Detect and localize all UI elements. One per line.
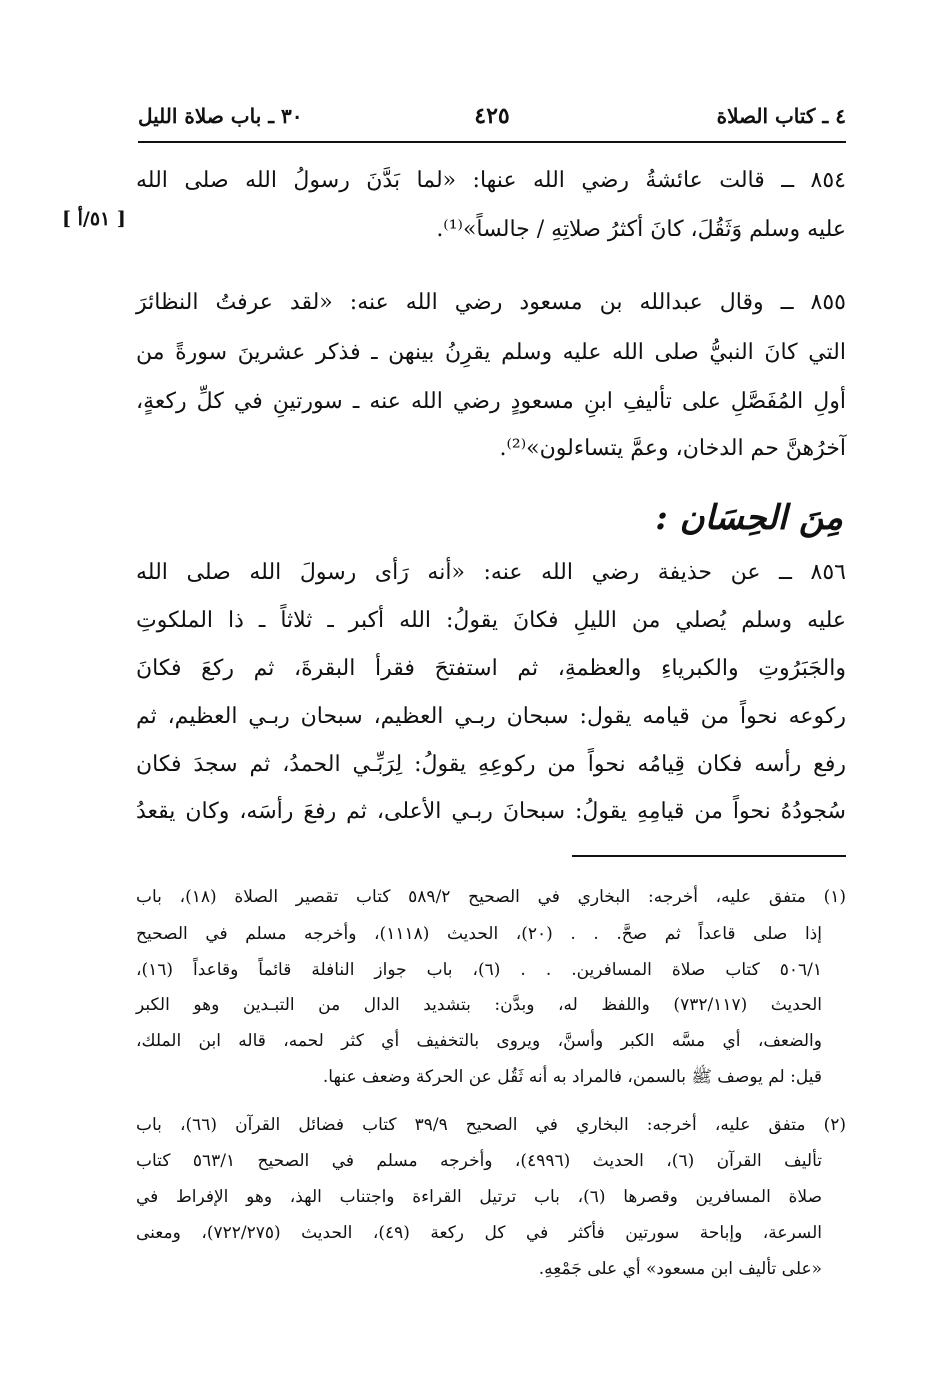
hadith-856-line-4: ركوعه نحواً من قيامه يقول: سبحان ربـي العظيم، سبحان ربـي العظيم، ثم [136, 704, 846, 729]
hadith-856-line-1: ٨٥٦ ــ عن حذيفة رضي الله عنه: «أنه رَأى رسولَ الله صلى الله [136, 560, 846, 585]
footnote-1-line-4: الحديث (٧٣٢/١١٧) واللفظ له، وبدَّن: بتشديد الدال من التبـدين وهو الكبر [136, 995, 822, 1015]
manuscript-folio-reference: [ ٥١/أ ] [62, 208, 126, 230]
hadith-856-line-5: رفع رأسه فكان قِيامُه نحواً من ركوعِهِ يقولُ: لِرَبِّـي الحمدُ، ثم سجدَ فكان [136, 752, 846, 777]
hadith-854-line-1: ٨٥٤ ــ قالت عائشةُ رضي الله عنها: «لما بَدَّنَ رسولُ الله صلى الله [136, 168, 846, 193]
footnote-1-line-6: قيل: لم يوصف ﷺ بالسمن، فالمراد به أنه ثَقُل عن الحركة وضعف عنها. [322, 1067, 822, 1087]
footnote-rule [572, 855, 846, 857]
hadith-855-line-1: ٨٥٥ ــ وقال عبدالله بن مسعود رضي الله عنه: «لقد عرفتُ النظائرَ [136, 290, 846, 315]
footnote-1-line-5: والضعف، أي مسَّه الكبر وأسنَّ، ويروى بالتخفيف أي كثر لحمه، قاله ابن الملك، [136, 1031, 822, 1051]
header-rule [138, 141, 846, 143]
footnote-1-line-2: إذا صلى قاعداً ثم صحَّ. . . (٢٠)، الحديث (١١١٨)، وأخرجه مسلم في الصحيح [136, 924, 822, 944]
page-number: ٤٢٥ [474, 103, 510, 129]
hadith-854-line-2: عليه وسلم وَثَقُلَ، كانَ أكثرُ صلاتِهِ / جالساً»⁽¹⁾. [436, 217, 846, 242]
hadith-855-line-2: التي كانَ النبيُّ صلى الله عليه وسلم يقرِنُ بينهن ـ فذكر عشرينَ سورةً من [136, 340, 846, 365]
running-header [138, 98, 846, 134]
footnote-2-line-4: السرعة، وإباحة سورتين فأكثر في كل ركعة (٤٩)، الحديث (٧٢٢/٢٧٥)، ومعنى [136, 1223, 822, 1243]
footnote-2-line-3: صلاة المسافرين وقصرها (٦)، باب ترتيل القراءة واجتناب الهذ، وهو الإفراط في [136, 1187, 823, 1207]
section-title: ٣٠ ـ باب صلاة الليل [138, 104, 303, 128]
footnote-2-line-2: تأليف القرآن (٦)، الحديث (٤٩٩٦)، وأخرجه مسلم في الصحيح ٥٦٣/١ كتاب [136, 1151, 822, 1171]
hadith-855-line-4: آخرُهنَّ حم الدخان، وعمَّ يتساءلون»⁽²⁾. [499, 436, 846, 461]
hadith-855-line-3: أولِ المُفَصَّلِ على تأليفِ ابنِ مسعودٍ رضي الله عنه ـ سورتينِ في كلِّ ركعةٍ، [136, 389, 846, 414]
footnote-2-line-1: (٢) متفق عليه، أخرجه: البخاري في الصحيح ٣٩/٩ كتاب فضائل القرآن (٦٦)، باب [136, 1115, 846, 1135]
section-heading: مِنَ الحِسَان : [655, 498, 843, 538]
chapter-title: ٤ ـ كتاب الصلاة [716, 104, 846, 128]
hadith-856-line-6: سُجودُهُ نحواً من قيامِهِ يقولُ: سبحانَ ربـي الأعلى، ثم رفعَ رأسَه، وكان يقعدُ [136, 799, 846, 824]
hadith-856-line-2: عليه وسلم يُصلي من الليلِ فكانَ يقولُ: الله أكبر ـ ثلاثاً ـ ذا الملكوتِ [136, 608, 846, 633]
footnote-1-line-1: (١) متفق عليه، أخرجه: البخاري في الصحيح ٥٨٩/٢ كتاب تقصير الصلاة (١٨)، باب [136, 887, 846, 907]
footnote-1-line-3: ٥٠٦/١ كتاب صلاة المسافرين. . . (٦)، باب جواز النافلة قائماً وقاعداً (١٦)، [136, 960, 822, 980]
hadith-856-line-3: والجَبَرُوتِ والكبرياءِ والعظمةِ، ثم استفتحَ فقرأ البقرةَ، ثم ركعَ فكانَ [136, 656, 846, 681]
footnote-2-line-5: «على تأليف ابن مسعود» أي على جَمْعِهِ. [538, 1259, 822, 1279]
